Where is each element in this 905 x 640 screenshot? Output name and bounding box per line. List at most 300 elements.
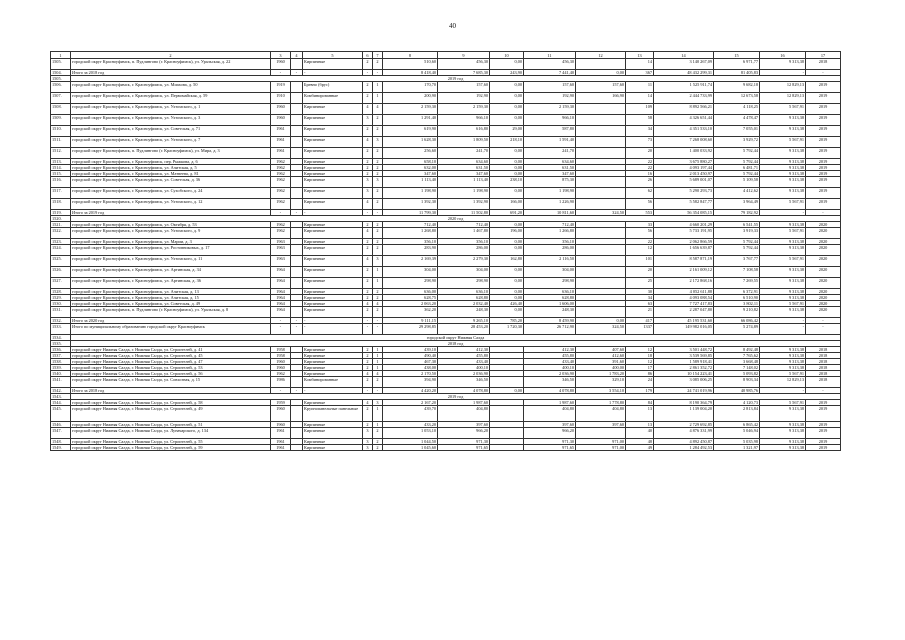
value-cell-c15: 6 481,71 (714, 165, 760, 171)
value-cell-c13: 56 (626, 199, 654, 210)
value-cell-c8: 439,70 (383, 406, 438, 422)
value-cell-c10: 0,00 (490, 267, 524, 278)
row-number: 1541. (51, 377, 71, 388)
value-cell-c15: 3 767,77 (714, 256, 760, 267)
year-commissioned-cell (291, 377, 303, 388)
year-commissioned-cell (291, 104, 303, 115)
value-cell-c11: 400,10 (524, 365, 576, 371)
floors-cell: 2 (363, 422, 373, 428)
floors-cell: - (363, 210, 373, 216)
wall-material-cell: Кирпичные (303, 165, 363, 171)
year-built-cell: 1964 (271, 301, 291, 307)
value-cell-c11: 346,50 (524, 377, 576, 388)
floors-cell: 2 (363, 171, 373, 177)
value-cell-c15: 3 802,11 (714, 301, 760, 307)
year-built-cell: 1963 (271, 245, 291, 256)
value-cell-c15: 12 673,58 (714, 93, 760, 104)
value-cell-c16: 9 313,38 (760, 188, 806, 199)
value-cell-c15: 3 668,48 (714, 359, 760, 365)
plan-year-cell: 2019 (806, 445, 841, 451)
row-number: 1509. (51, 115, 71, 126)
plan-year-cell: 2019 (806, 82, 841, 93)
value-cell-c11: 2 116,50 (524, 256, 576, 267)
value-cell-c12: 166,90 (576, 93, 626, 104)
value-cell-c13: 84 (626, 400, 654, 406)
value-cell-c9: 400,10 (438, 365, 490, 371)
address-cell: Итого за 2018 год (71, 70, 271, 76)
entrances-cell: - (373, 388, 383, 394)
year-built-cell: 1962 (271, 165, 291, 171)
plan-year-cell: 2019 (806, 439, 841, 445)
entrances-cell: 4 (373, 104, 383, 115)
address-cell: городской округ Нижняя Салда, г. Нижняя Салда, ул. Строителей, д. 49 (71, 406, 271, 422)
wall-material-cell: Кирпичные (303, 307, 363, 318)
value-cell-c14: 4 876 331,99 (654, 428, 714, 439)
value-cell-c8: 11 799,30 (383, 210, 438, 216)
address-cell: городской округ Красноуфимск, г. Красноуфимск, ул. Ростовниковых, д. 17 (71, 245, 271, 256)
value-cell-c11: 347,60 (524, 171, 576, 177)
entrances-cell: 1 (373, 267, 383, 278)
value-cell-c9: 712,40 (438, 222, 490, 228)
value-cell-c14: 1 400 033,92 (654, 148, 714, 159)
section-label: 2020 год (71, 216, 841, 222)
year-commissioned-cell (291, 126, 303, 137)
address-cell: городской округ Красноуфимск, г. Красноуфимск, пер. Рыжкова, д. 6 (71, 159, 271, 165)
plan-year-cell: - (806, 324, 841, 335)
entrances-cell: 2 (373, 289, 383, 295)
value-cell-c15: 5 046,94 (714, 428, 760, 439)
value-cell-c14: 5 582 847,77 (654, 199, 714, 210)
row-number: 1515. (51, 171, 71, 177)
wall-material-cell: Кирпичные (303, 137, 363, 148)
column-number-7: 7 (373, 52, 383, 59)
floors-cell: - (363, 324, 373, 335)
value-cell-c10: 0,00 (490, 171, 524, 177)
table-row (51, 256, 841, 267)
floors-cell: 2 (363, 222, 373, 228)
value-cell-c14: 2 287 047,80 (654, 307, 714, 318)
value-cell-c9: 456,30 (438, 59, 490, 70)
value-cell-c14: 1 656 639,87 (654, 245, 714, 256)
floors-cell: 4 (363, 228, 373, 239)
floors-cell: 4 (363, 301, 373, 307)
value-cell-c8: 2 169,39 (383, 256, 438, 267)
value-cell-c9: 157,60 (438, 82, 490, 93)
value-cell-c14: 48 432 299,31 (654, 70, 714, 76)
value-cell-c12 (576, 188, 626, 199)
year-built-cell: 1962 (271, 171, 291, 177)
value-cell-c16: 9 313,38 (760, 59, 806, 70)
value-cell-c15: 6 971,77 (714, 59, 760, 70)
floors-cell: - (363, 388, 373, 394)
value-cell-c8: 394,90 (383, 377, 438, 388)
year-built-cell: 1963 (271, 256, 291, 267)
year-built-cell: 1960 (271, 422, 291, 428)
value-cell-c13: 12 (626, 359, 654, 365)
address-cell: Итого за 2019 год (71, 210, 271, 216)
value-cell-c9: 346,50 (438, 377, 490, 388)
floors-cell: 3 (363, 188, 373, 199)
plan-year-cell: 2018 (806, 353, 841, 359)
value-cell-c11: 636,10 (524, 289, 576, 295)
value-cell-c14: 4 052 611,88 (654, 289, 714, 295)
value-cell-c15: 5 109,58 (714, 177, 760, 188)
year-built-cell: 1962 (271, 159, 291, 165)
row-number: 1531. (51, 307, 71, 318)
plan-year-cell: 2018 (806, 365, 841, 371)
value-cell-c14: 149 982 016,05 (654, 324, 714, 335)
value-cell-c13: 24 (626, 377, 654, 388)
wall-material-cell: - (303, 210, 363, 216)
table-row (51, 428, 841, 439)
value-cell-c10 (490, 377, 524, 388)
value-cell-c13: 12 (626, 347, 654, 353)
address-cell: городской округ Нижняя Салда, г. Нижняя Салда, ул. Строителей, д. 51 (71, 422, 271, 428)
value-cell-c14: 7 268 008,60 (654, 137, 714, 148)
value-cell-c10: 0,00 (490, 104, 524, 115)
wall-material-cell: Бревно (брус) (303, 82, 363, 93)
address-cell: Итого по муниципальному образованию городской округ Красноуфимск (71, 324, 271, 335)
entrances-cell: 2 (373, 295, 383, 301)
plan-year-cell: 2019 (806, 428, 841, 439)
entrances-cell: 3 (373, 256, 383, 267)
value-cell-c9: 971,65 (438, 445, 490, 451)
floors-cell: 2 (363, 347, 373, 353)
wall-material-cell: Кирпичные (303, 245, 363, 256)
value-cell-c14: 3 675 880,27 (654, 159, 714, 165)
value-cell-c15: 7 269,55 (714, 278, 760, 289)
address-cell: городской округ Красноуфимск, г. Красноуфимск, ул. Ухтомского, д. 9 (71, 228, 271, 239)
value-cell-c16: - (760, 324, 806, 335)
value-cell-c13: 179 (626, 388, 654, 394)
value-cell-c12: 407,60 (576, 347, 626, 353)
address-cell: городской округ Красноуфимск, п. Пудлингово (г. Красноуфимск), ул. Уральская, д. 8 (71, 307, 271, 318)
row-number: 1544. (51, 400, 71, 406)
value-cell-c12 (576, 199, 626, 210)
table-row (51, 115, 841, 126)
year-built-cell: 1961 (271, 439, 291, 445)
value-cell-c9: 1 987,60 (438, 400, 490, 406)
value-cell-c9: 356,10 (438, 239, 490, 245)
year-built-cell: - (271, 388, 291, 394)
floors-cell: 2 (363, 295, 373, 301)
column-number-14: 14 (654, 52, 714, 59)
value-cell-c9: 241,70 (438, 148, 490, 159)
floors-cell: 3 (363, 428, 373, 439)
value-cell-c11: 966,10 (524, 115, 576, 126)
value-cell-c8: 9 111,15 (383, 318, 438, 324)
value-cell-c15: 81 405,83 (714, 70, 760, 76)
value-cell-c15: 5 035,98 (714, 439, 760, 445)
value-cell-c16: 9 313,38 (760, 307, 806, 318)
entrances-cell: 2 (373, 126, 383, 137)
row-number: 1525. (51, 256, 71, 267)
year-built-cell: 1958 (271, 347, 291, 353)
value-cell-c13: 73 (626, 137, 654, 148)
floors-cell: 2 (363, 59, 373, 70)
entrances-cell: 2 (373, 199, 383, 210)
row-number: 1507. (51, 93, 71, 104)
plan-year-cell: 2020 (806, 222, 841, 228)
entrances-cell: 2 (373, 377, 383, 388)
year-built-cell: 1961 (271, 126, 291, 137)
year-built-cell: 1964 (271, 289, 291, 295)
value-cell-c8: 1 291,40 (383, 115, 438, 126)
plan-year-cell: - (806, 388, 841, 394)
value-cell-c16: 9 313,38 (760, 148, 806, 159)
value-cell-c16: 9 313,38 (760, 445, 806, 451)
value-cell-c14: 2 861 352,72 (654, 365, 714, 371)
value-cell-c8: 1 268,80 (383, 228, 438, 239)
value-cell-c10: 29,00 (490, 126, 524, 137)
floors-cell: 2 (363, 289, 373, 295)
value-cell-c16: 5 567,91 (760, 256, 806, 267)
value-cell-c10: 243,90 (490, 70, 524, 76)
wall-material-cell: Кирпичные (303, 439, 363, 445)
plan-year-cell: 2019 (806, 400, 841, 406)
value-cell-c14: 8 190 364,79 (654, 400, 714, 406)
value-cell-c10 (490, 428, 524, 439)
value-cell-c13: 62 (626, 188, 654, 199)
address-cell: городской округ Красноуфимск, п. Пудлингово (г. Красноуфимск), ул. Уральская, д. 22 (71, 59, 271, 70)
value-cell-c16: 12 829,13 (760, 93, 806, 104)
table-row (51, 59, 841, 70)
value-cell-c9: 347,60 (438, 171, 490, 177)
value-cell-c11: 1 987,60 (524, 400, 576, 406)
wall-material-cell: Кирпичные (303, 428, 363, 439)
value-cell-c8: 658,10 (383, 159, 438, 165)
row-number: 1505. (51, 76, 71, 82)
value-cell-c13: 11 (626, 82, 654, 93)
entrances-cell: 1 (373, 353, 383, 359)
value-cell-c8: 1 628,30 (383, 137, 438, 148)
year-built-cell: 1960 (271, 406, 291, 422)
address-cell: городской округ Нижняя Салда, г. Нижняя Салда, ул. Строителей, д. 56 (71, 371, 271, 377)
value-cell-c16: 9 313,38 (760, 177, 806, 188)
value-cell-c9: 966,10 (438, 115, 490, 126)
value-cell-c15: 3 964,49 (714, 199, 760, 210)
wall-material-cell: Кирпичные (303, 365, 363, 371)
value-cell-c11: 1 591,40 (524, 137, 576, 148)
value-cell-c13: 18 (626, 353, 654, 359)
register-table (50, 51, 841, 451)
value-cell-c9: 397,60 (438, 422, 490, 428)
address-cell: городской округ Красноуфимск, г. Красноуфимск, ул. Миахова, д. 50 (71, 82, 271, 93)
plan-year-cell: 2018 (806, 359, 841, 365)
value-cell-c16: 5 567,91 (760, 371, 806, 377)
value-cell-c14: 1 525 911,74 (654, 82, 714, 93)
row-number: 1510. (51, 126, 71, 137)
value-cell-c14: 1 139 004,20 (654, 406, 714, 422)
value-cell-c11: 712,40 (524, 222, 576, 228)
value-cell-c10 (490, 406, 524, 422)
value-cell-c14: 1 589 918,41 (654, 359, 714, 365)
value-cell-c15: 5 792,44 (714, 159, 760, 165)
entrances-cell: 2 (373, 445, 383, 451)
plan-year-cell: 2019 (806, 177, 841, 188)
value-cell-c12: 1 783,20 (576, 371, 626, 377)
value-cell-c12: 157,60 (576, 82, 626, 93)
value-cell-c9: 4 078,80 (438, 388, 490, 394)
year-built-cell: 1963 (271, 239, 291, 245)
entrances-cell: 1 (373, 347, 383, 353)
value-cell-c11: 971,65 (524, 445, 576, 451)
value-cell-c9: 298,90 (438, 278, 490, 289)
row-number: 1526. (51, 267, 71, 278)
entrances-cell: 1 (373, 365, 383, 371)
address-cell: городской округ Красноуфимск, г. Красноуфимск, ул. Советская, д. 49 (71, 301, 271, 307)
year-built-cell: 1986 (271, 377, 291, 388)
value-cell-c13: 22 (626, 159, 654, 165)
row-number: 1547. (51, 428, 71, 439)
plan-year-cell: 2019 (806, 171, 841, 177)
entrances-cell: 2 (373, 165, 383, 171)
year-commissioned-cell (291, 115, 303, 126)
table-row (51, 104, 841, 115)
year-built-cell: 1964 (271, 278, 291, 289)
wall-material-cell: Кирпичные (303, 278, 363, 289)
wall-material-cell: Кирпичные (303, 445, 363, 451)
address-cell: городской округ Красноуфимск, г. Красноуфимск, ул. Сухобского, д. 24 (71, 188, 271, 199)
row-number: 1519. (51, 210, 71, 216)
value-cell-c14: 2 729 692,85 (654, 422, 714, 428)
plan-year-cell: 2019 (806, 148, 841, 159)
value-cell-c14: 8 587 871,19 (654, 256, 714, 267)
wall-material-cell: Кирпичные (303, 289, 363, 295)
year-built-cell: 1960 (271, 365, 291, 371)
wall-material-cell: Кирпичные (303, 239, 363, 245)
value-cell-c16: 9 313,38 (760, 422, 806, 428)
value-cell-c15: 4 412,62 (714, 188, 760, 199)
value-cell-c12: 404,80 (576, 406, 626, 422)
value-cell-c15: 5 792,44 (714, 239, 760, 245)
value-cell-c9: 636,10 (438, 289, 490, 295)
row-number: 1505. (51, 59, 71, 70)
address-cell: городской округ Нижняя Салда, г. Нижняя Салда, ул. Строителей, д. 58 (71, 400, 271, 406)
plan-year-cell: 2019 (806, 199, 841, 210)
row-number: 1513. (51, 159, 71, 165)
value-cell-c16: 9 313,38 (760, 353, 806, 359)
year-built-cell: - (271, 210, 291, 216)
value-cell-c10: 0,00 (490, 388, 524, 394)
value-cell-c14: 3 539 569,85 (654, 353, 714, 359)
table-row (51, 377, 841, 388)
row-number: 1538. (51, 359, 71, 365)
value-cell-c8: 283,90 (383, 245, 438, 256)
value-cell-c10: 0,00 (490, 165, 524, 171)
floors-cell: 2 (363, 82, 373, 93)
value-cell-c11: 1 606,00 (524, 301, 576, 307)
value-cell-c8: 467,30 (383, 359, 438, 365)
table-row (51, 93, 841, 104)
year-commissioned-cell (291, 93, 303, 104)
value-cell-c11: 4 078,80 (524, 388, 576, 394)
wall-material-cell: Крупнопанельные панельные (303, 406, 363, 422)
row-number: 1530. (51, 301, 71, 307)
value-cell-c9: 2 032,40 (438, 301, 490, 307)
entrances-cell: 4 (373, 301, 383, 307)
value-cell-c15: 3 929,72 (714, 137, 760, 148)
plan-year-cell: 2018 (806, 347, 841, 353)
row-number: 1540. (51, 371, 71, 377)
value-cell-c14: 8 892 566,21 (654, 104, 714, 115)
value-cell-c14: 2 172 868,16 (654, 278, 714, 289)
value-cell-c16: 5 567,91 (760, 137, 806, 148)
value-cell-c8: 356,10 (383, 239, 438, 245)
floors-cell: 4 (363, 256, 373, 267)
value-cell-c15: 4 478,47 (714, 115, 760, 126)
value-cell-c15: 5 093,82 (714, 371, 760, 377)
plan-year-cell: 2018 (806, 377, 841, 388)
row-number: 1521. (51, 222, 71, 228)
value-cell-c14: 3 140 267,09 (654, 59, 714, 70)
plan-year-cell: 2019 (806, 188, 841, 199)
value-cell-c15: 1 321,97 (714, 445, 760, 451)
value-cell-c9: 404,80 (438, 406, 490, 422)
year-commissioned-cell: - (291, 324, 303, 335)
floors-cell: 3 (363, 177, 373, 188)
address-cell: городской округ Нижняя Салда, г. Нижняя Салда, ул. Строителей, д. 55 (71, 439, 271, 445)
value-cell-c9: 634,60 (438, 159, 490, 165)
wall-material-cell: - (303, 324, 363, 335)
wall-material-cell: Кирпичные (303, 267, 363, 278)
wall-material-cell: Кирпичные (303, 171, 363, 177)
value-cell-c12 (576, 104, 626, 115)
value-cell-c8: 712,40 (383, 222, 438, 228)
floors-cell: 2 (363, 377, 373, 388)
column-number-15: 15 (714, 52, 760, 59)
floors-cell: 2 (363, 148, 373, 159)
value-cell-c11: 455,80 (524, 353, 576, 359)
value-cell-c16: - (760, 388, 806, 394)
address-cell: городской округ Красноуфимск, г. Красноуфимск, ул. Матвеева, д. 81 (71, 171, 271, 177)
value-cell-c13: 14 (626, 59, 654, 70)
floors-cell: 2 (363, 165, 373, 171)
value-cell-c10: 0,00 (490, 278, 524, 289)
section-label: 2019 год (71, 394, 841, 400)
row-number: 1511. (51, 137, 71, 148)
plan-year-cell: 2020 (806, 267, 841, 278)
value-cell-c14: 2 062 866,59 (654, 239, 714, 245)
value-cell-c10: 1 720,30 (490, 324, 524, 335)
floors-cell: 4 (363, 137, 373, 148)
value-cell-c10: 0,00 (490, 82, 524, 93)
value-cell-c14: 4 093 088,54 (654, 295, 714, 301)
value-cell-c12: 971,00 (576, 445, 626, 451)
year-built-cell: 1962 (271, 177, 291, 188)
value-cell-c9: 2 036,90 (438, 371, 490, 377)
table-row (51, 126, 841, 137)
value-cell-c15: 9 682,18 (714, 82, 760, 93)
plan-year-cell: 2019 (806, 115, 841, 126)
value-cell-c8: 628,75 (383, 295, 438, 301)
value-cell-c12: 397,60 (576, 422, 626, 428)
column-number-5: 5 (303, 52, 363, 59)
value-cell-c8: 636,00 (383, 289, 438, 295)
value-cell-c13: 109 (626, 104, 654, 115)
entrances-cell: 2 (373, 228, 383, 239)
value-cell-c16: 9 313,38 (760, 267, 806, 278)
entrances-cell: 2 (373, 245, 383, 256)
value-cell-c16: - (760, 318, 806, 324)
value-cell-c8: 433,20 (383, 422, 438, 428)
entrances-cell: 1 (373, 93, 383, 104)
value-cell-c12 (576, 228, 626, 239)
value-cell-c9: 1 392,90 (438, 199, 490, 210)
value-cell-c15: 7 765,62 (714, 353, 760, 359)
row-number: 1517. (51, 188, 71, 199)
plan-year-cell: 2019 (806, 422, 841, 428)
